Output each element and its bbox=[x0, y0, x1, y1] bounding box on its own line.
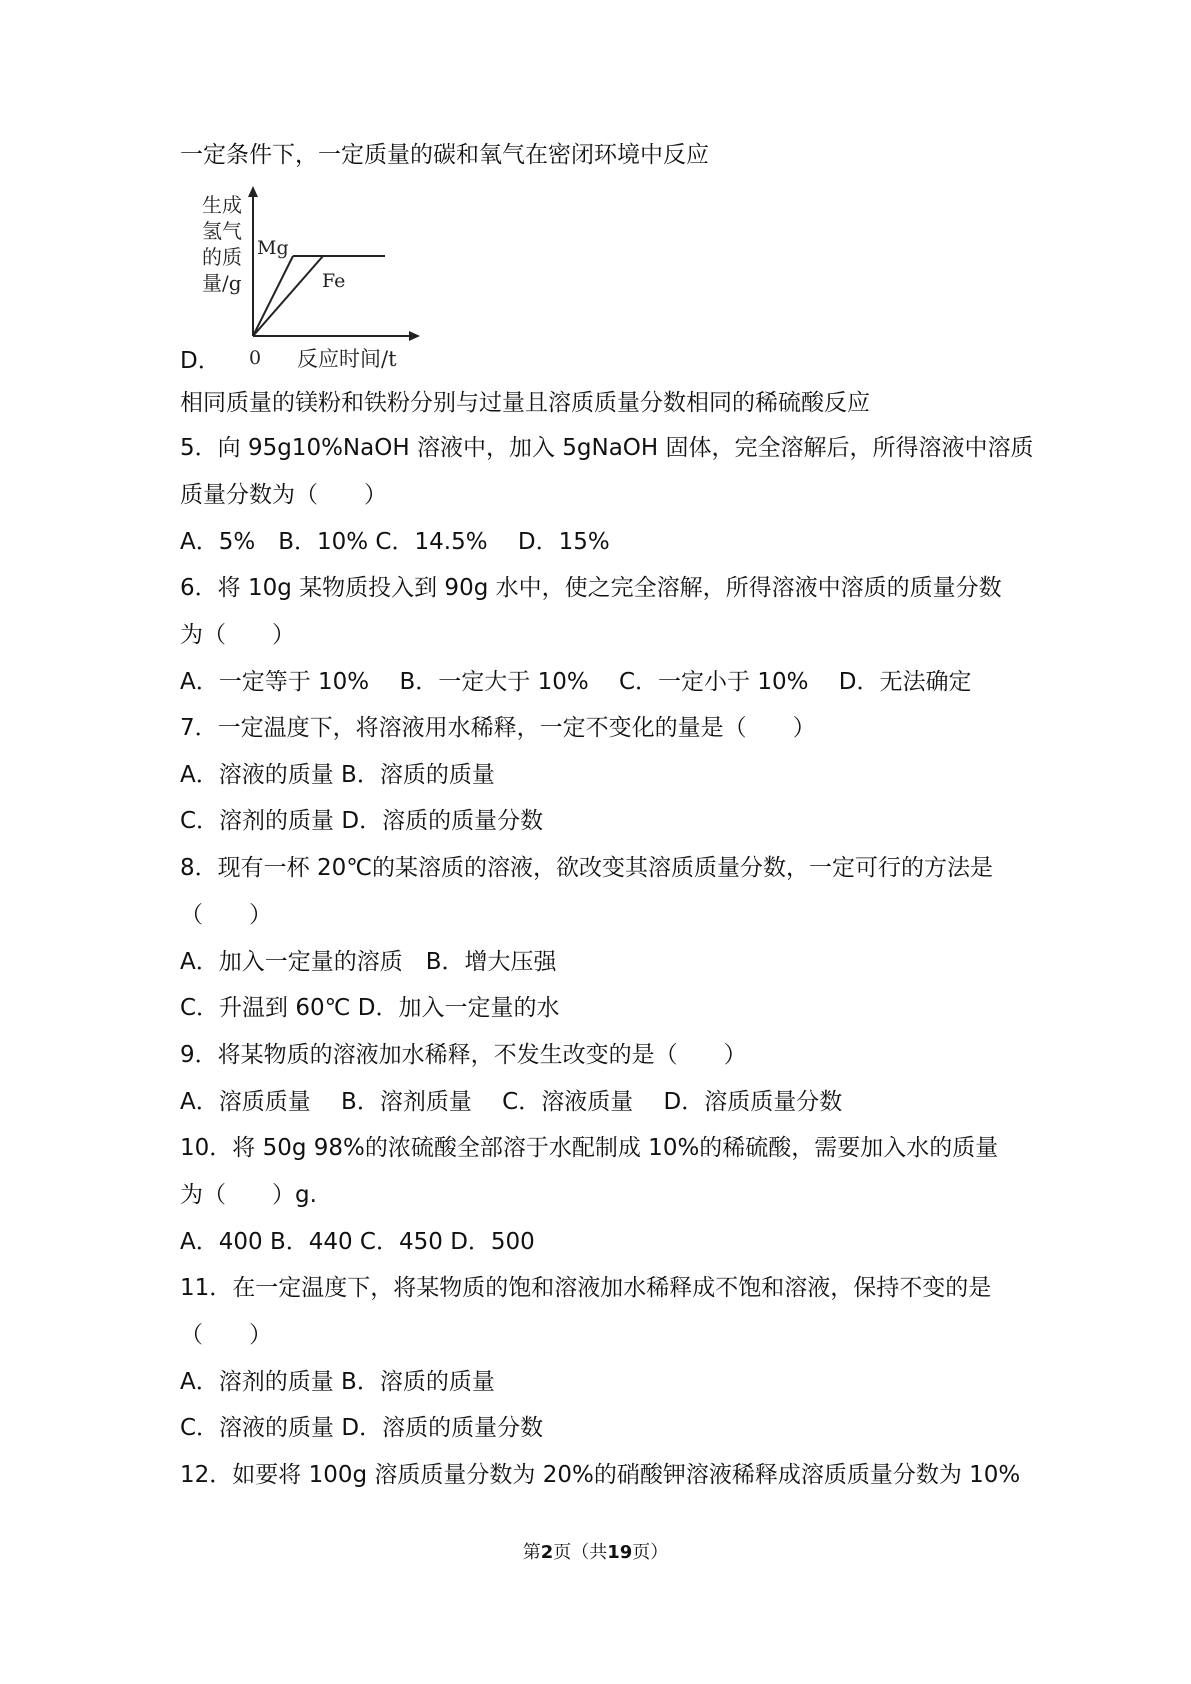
y-label-2: 氢气 bbox=[202, 219, 242, 243]
y-label-4: 量/g bbox=[202, 271, 242, 295]
question-10-line-2: 为（ ）g. bbox=[180, 1182, 317, 1208]
question-11-line-1: 11．在一定温度下，将某物质的饱和溶液加水稀释成不饱和溶液，保持不变的是 bbox=[180, 1275, 992, 1301]
series-label-mg: Mg bbox=[257, 237, 289, 259]
x-axis-arrow bbox=[409, 331, 420, 341]
footer-page-number: 2 bbox=[540, 1542, 554, 1563]
figure-mg-fe bbox=[180, 186, 430, 376]
question-8-options-ab: A．加入一定量的溶质 B．增大压强 bbox=[180, 949, 557, 975]
text-line: 相同质量的镁粉和铁粉分别与过量且溶质质量分数相同的稀硫酸反应 bbox=[180, 390, 870, 416]
question-6-options: A．一定等于 10% B．一定大于 10% C．一定小于 10% D．无法确定 bbox=[180, 669, 972, 695]
question-8-line-2: （ ） bbox=[180, 902, 272, 928]
question-9-line: 9．将某物质的溶液加水稀释，不发生改变的是（ ） bbox=[180, 1042, 747, 1068]
y-label-3: 的质 bbox=[202, 245, 242, 269]
question-8-options-cd: C．升温到 60℃ D．加入一定量的水 bbox=[180, 995, 560, 1021]
origin-label: 0 bbox=[249, 347, 262, 369]
footer-total-pages: 19 bbox=[607, 1542, 633, 1563]
question-7-options-ab: A．溶液的质量 B．溶质的质量 bbox=[180, 762, 495, 788]
y-axis-arrow bbox=[248, 186, 258, 197]
question-9-options: A．溶质质量 B．溶剂质量 C．溶液质量 D．溶质质量分数 bbox=[180, 1089, 843, 1115]
footer-suffix: 页） bbox=[632, 1542, 669, 1563]
text-line: 一定条件下，一定质量的碳和氧气在密闭环境中反应 bbox=[180, 142, 709, 168]
question-5-line-2: 质量分数为（ ） bbox=[180, 482, 387, 508]
question-11-options-ab: A．溶剂的质量 B．溶质的质量 bbox=[180, 1369, 495, 1395]
question-7-options-cd: C．溶剂的质量 D．溶质的质量分数 bbox=[180, 808, 544, 834]
reaction-graph bbox=[180, 186, 430, 376]
option-d-label: D． bbox=[180, 348, 221, 374]
question-11-options-cd: C．溶液的质量 D．溶质的质量分数 bbox=[180, 1415, 544, 1441]
question-8-line-1: 8．现有一杯 20℃的某溶质的溶液，欲改变其溶质质量分数，一定可行的方法是 bbox=[180, 855, 994, 881]
question-12-line-1: 12．如要将 100g 溶质质量分数为 20%的硝酸钾溶液稀释成溶质质量分数为 10% bbox=[180, 1462, 1021, 1488]
question-11-line-2: （ ） bbox=[180, 1322, 272, 1348]
question-6-line-2: 为（ ） bbox=[180, 622, 295, 648]
question-7-line: 7．一定温度下，将溶液用水稀释，一定不变化的量是（ ） bbox=[180, 715, 816, 741]
series-label-fe: Fe bbox=[322, 270, 346, 292]
question-5-line-1: 5．向 95g10%NaOH 溶液中，加入 5gNaOH 固体，完全溶解后，所得溶液中溶质 bbox=[180, 435, 1034, 461]
question-6-line-1: 6．将 10g 某物质投入到 90g 水中，使之完全溶解，所得溶液中溶质的质量分数 bbox=[180, 575, 1002, 601]
footer-prefix: 第 bbox=[522, 1542, 541, 1563]
page-footer bbox=[0, 1541, 1191, 1565]
x-axis-label: 反应时间/t bbox=[297, 347, 397, 371]
y-label-1: 生成 bbox=[202, 193, 242, 217]
question-5-options: A．5% B．10% C．14.5% D．15% bbox=[180, 529, 610, 555]
footer-mid: 页（共 bbox=[553, 1542, 608, 1563]
question-10-line-1: 10．将 50g 98%的浓硫酸全部溶于水配制成 10%的稀硫酸，需要加入水的质量 bbox=[180, 1135, 999, 1161]
question-10-options: A．400 B．440 C．450 D．500 bbox=[180, 1229, 535, 1255]
